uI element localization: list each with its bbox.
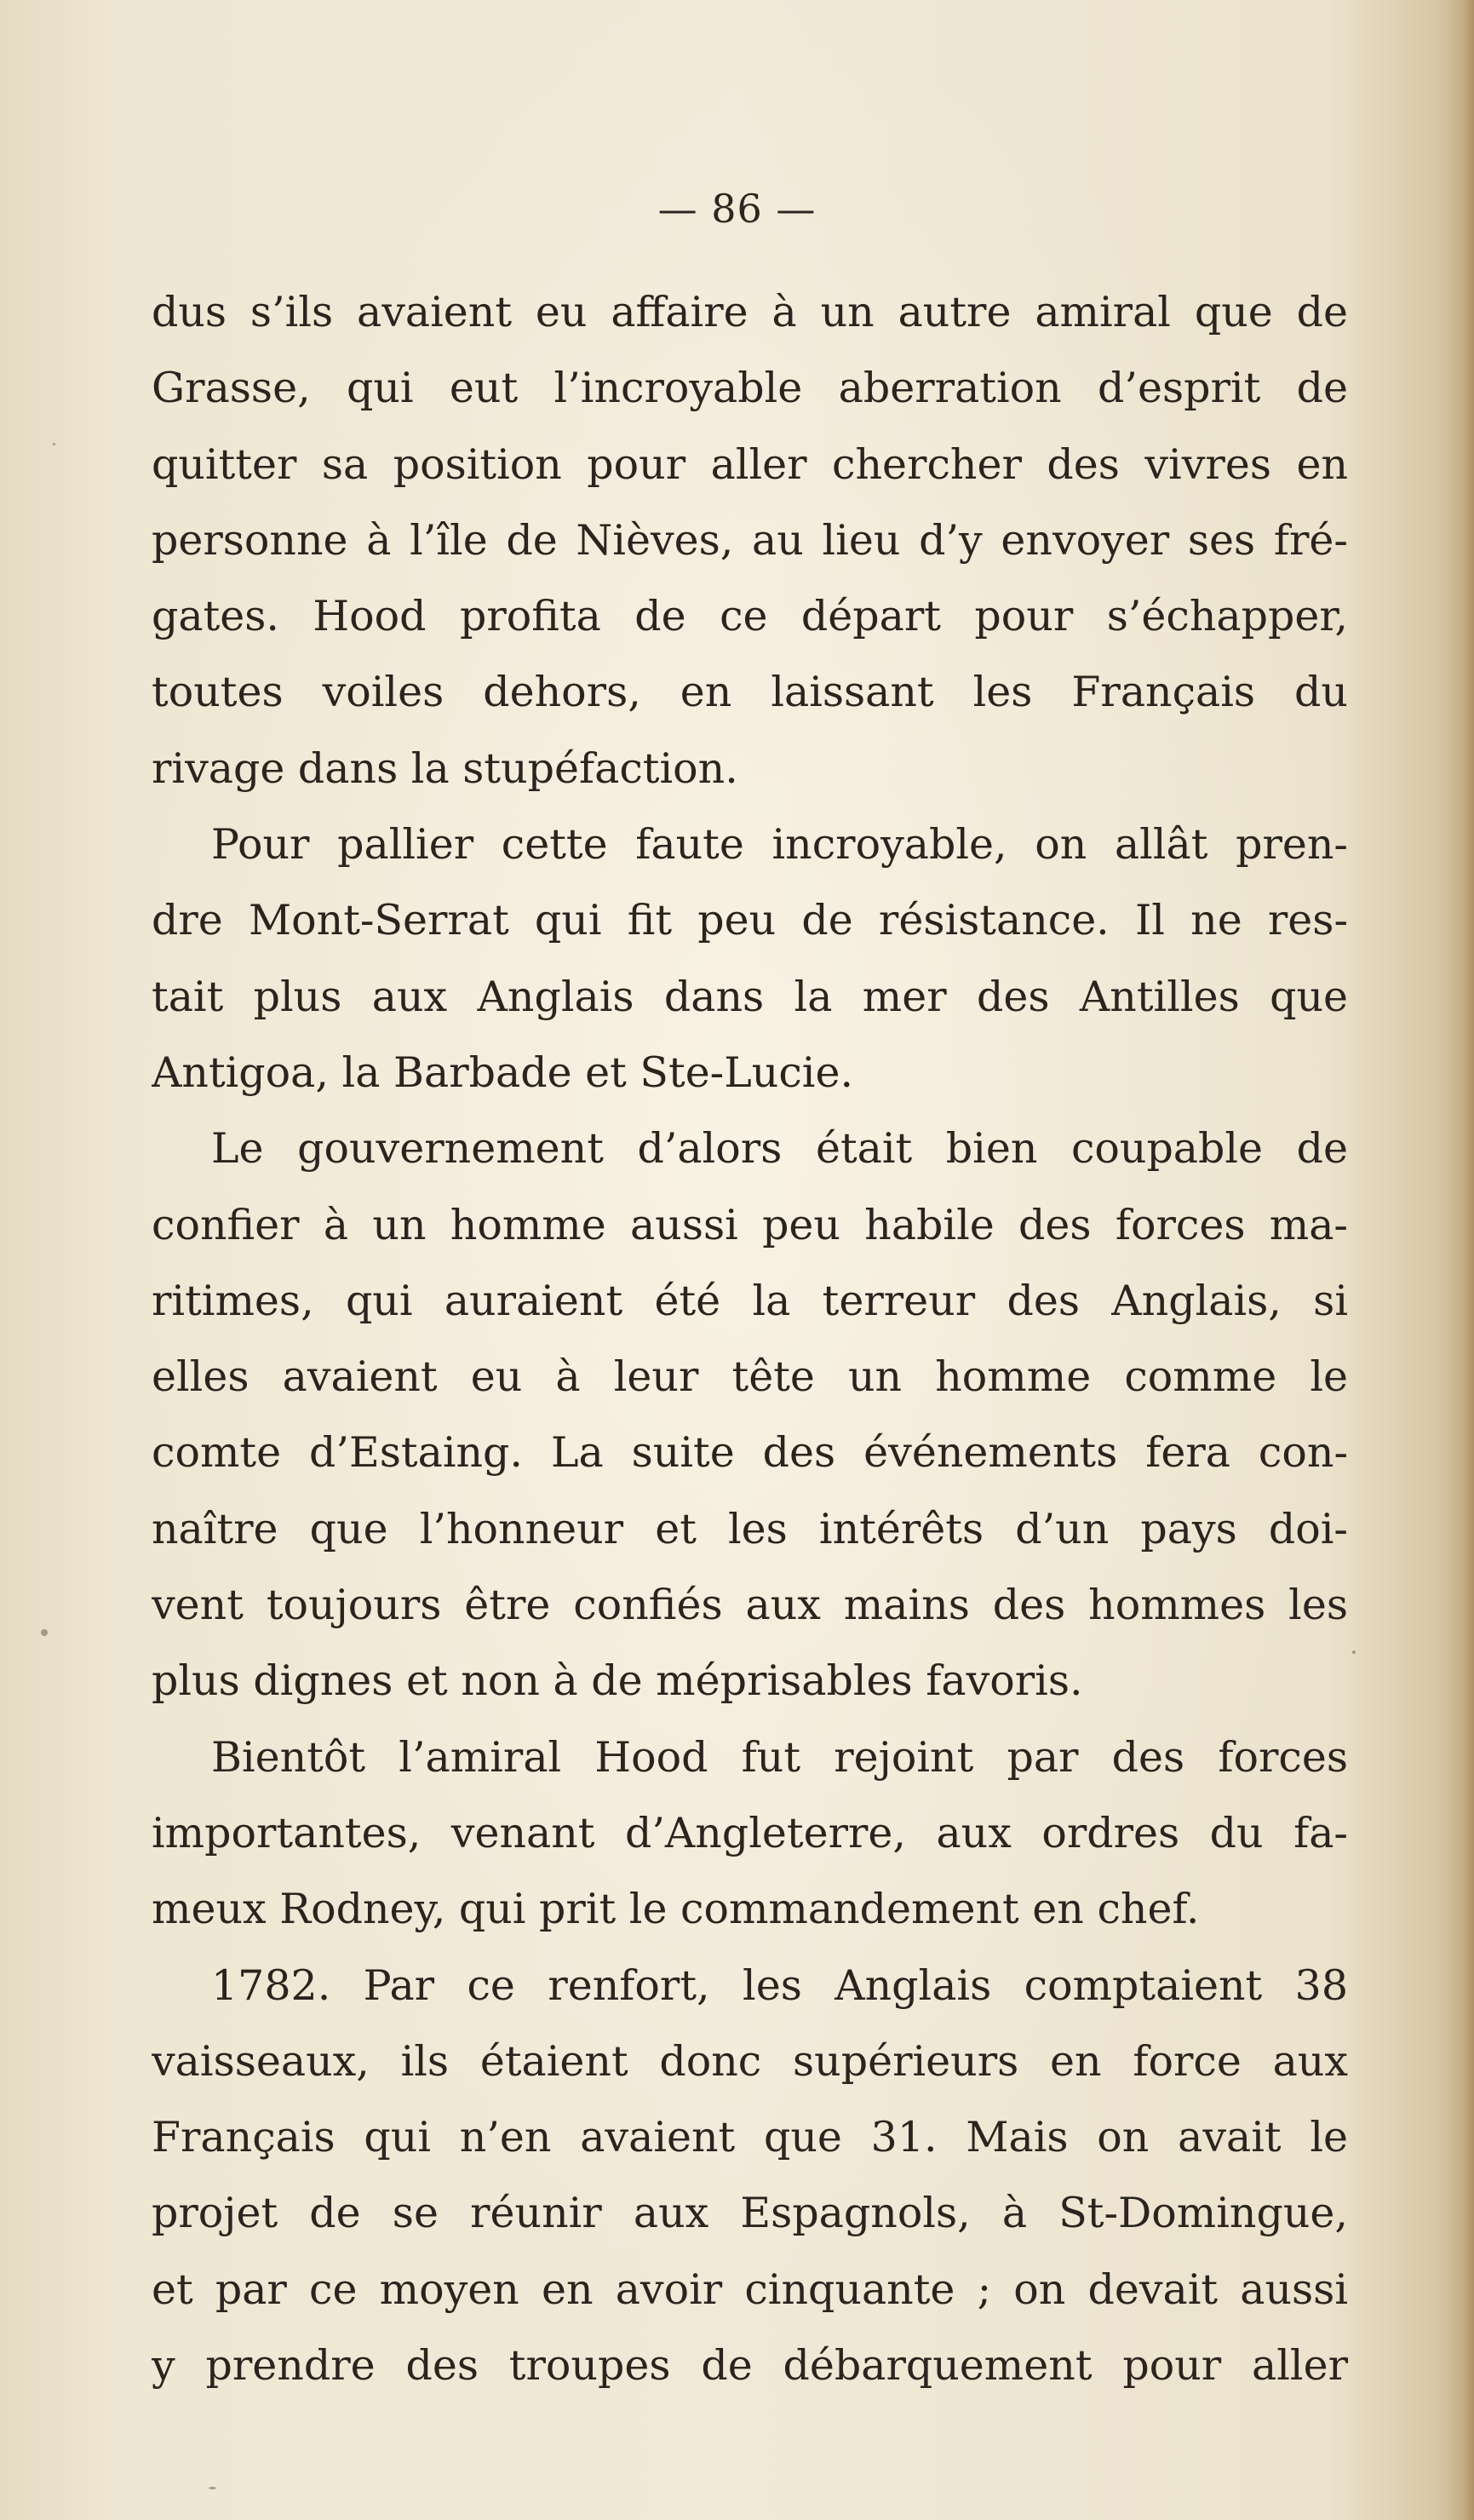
text-line: gates. Hood profita de ce départ pour s’échapper, — [152, 592, 1348, 641]
text-line: vent toujours être confiés aux mains des hommes les — [152, 1581, 1348, 1630]
text-line: et par ce moyen en avoir cinquante ; on devait aussi — [152, 2265, 1348, 2314]
paper-speck — [1352, 1650, 1356, 1654]
text-line: vaisseaux, ils étaient donc supérieurs en force aux — [152, 2036, 1348, 2086]
text-line: ritimes, qui auraient été la terreur des Anglais, si — [152, 1276, 1348, 1325]
text-line: dus s’ils avaient eu affaire à un autre amiral que de — [152, 288, 1348, 336]
text-line: tait plus aux Anglais dans la mer des Antilles que — [152, 972, 1348, 1021]
text-line: personne à l’île de Nièves, au lieu d’y envoyer ses fré- — [152, 515, 1348, 565]
text-line: Antigoa, la Barbade et Ste-Lucie. — [152, 1048, 854, 1097]
page-number: — 86 — — [657, 186, 817, 232]
text-line: projet de se réunir aux Espagnols, à St-Domingue, — [152, 2189, 1348, 2238]
text-line: Grasse, qui eut l’incroyable aberration d’esprit de — [152, 364, 1348, 413]
text-line: confier à un homme aussi peu habile des forces ma- — [152, 1200, 1348, 1249]
text-line: 1782. Par ce renfort, les Anglais comptaient 38 — [211, 1960, 1348, 2010]
text-line: elles avaient eu à leur tête un homme comme le — [152, 1352, 1348, 1402]
text-line: Français qui n’en avaient que 31. Mais on avait le — [152, 2113, 1348, 2162]
text-line: meux Rodney, qui prit le commandement en chef. — [152, 1885, 1200, 1934]
page-edge-shadow — [1445, 0, 1474, 2520]
paper-speck — [209, 2487, 216, 2489]
text-line: y prendre des troupes de débarquement pour aller — [152, 2341, 1348, 2391]
text-line: naître que l’honneur et les intérêts d’un pays doi- — [152, 1504, 1348, 1553]
text-line: plus dignes et non à de méprisables favoris. — [152, 1656, 1083, 1706]
text-line: Pour pallier cette faute incroyable, on allât pren- — [211, 820, 1348, 870]
text-line: rivage dans la stupéfaction. — [152, 743, 738, 793]
text-line: comte d’Estaing. La suite des événements fera con- — [152, 1428, 1348, 1478]
paper-speck — [41, 1629, 48, 1636]
body-text — [152, 274, 1348, 2403]
text-line: quitter sa position pour aller chercher des vivres en — [152, 439, 1348, 489]
text-line: dre Mont-Serrat qui fit peu de résistance. Il ne res- — [152, 896, 1348, 945]
paper-speck — [53, 443, 55, 445]
text-line: importantes, venant d’Angleterre, aux ordres du fa- — [152, 1808, 1348, 1857]
text-line: Le gouvernement d’alors était bien coupable de — [211, 1124, 1348, 1174]
text-line: toutes voiles dehors, en laissant les Français du — [152, 668, 1348, 717]
text-line: Bientôt l’amiral Hood fut rejoint par des forces — [211, 1732, 1348, 1782]
